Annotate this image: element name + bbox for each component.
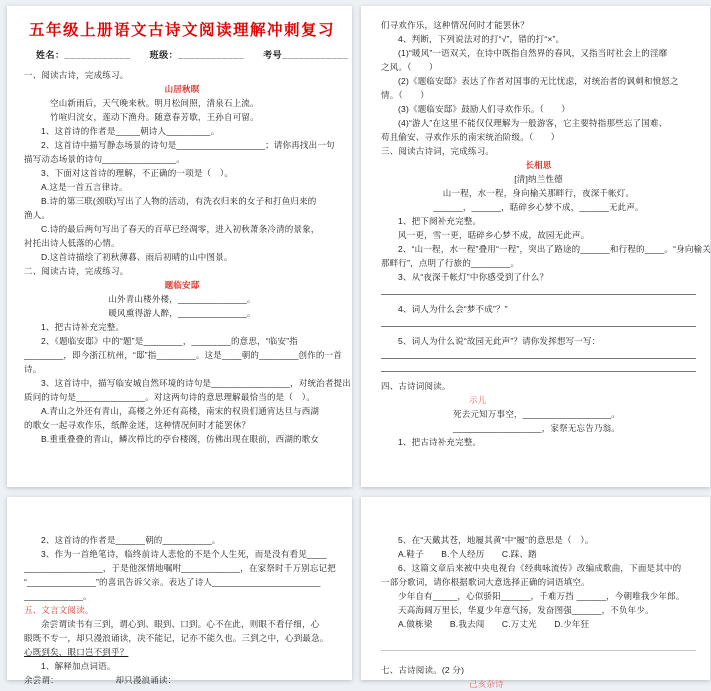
text-line: 渔人。 — [24, 210, 51, 220]
answer-line — [381, 321, 696, 327]
text-line: 3、作为一首绝笔诗，临终前诗人悲怆的不是个人生死，而是没有看见____ — [41, 549, 327, 559]
text-line: 1、把古诗补充完整。 — [41, 322, 125, 332]
text-line: A.这是一首五言律诗。 — [41, 182, 128, 192]
text-line: 2、《题临安邸》中的“题”是________，________的意思，“临安”指 — [41, 336, 298, 346]
text-line: B.诗的第三联(颈联)写出了人物的活动，有洗衣归来的女子和打鱼归来的 — [41, 196, 317, 206]
text-line: 风一更，雪一更，聒碎乡心梦不成，故园无此声。 — [398, 230, 590, 240]
text-line: (3)《题临安邸》鼓励人们寻欢作乐。（ ） — [398, 104, 571, 114]
document-title: 五年级上册语文古诗文阅读理解冲刺复习 — [28, 22, 335, 39]
text-line: 死去元知万事空，__________________。 — [453, 409, 620, 419]
text-line: 山一程，水一程，身向榆关那畔行，夜深千帐灯。 — [442, 188, 635, 198]
text-line: 5、词人为什么说“故园无此声”？请你发挥想写一写： — [398, 336, 601, 346]
text-line: (4)“游人”在这里不能仅仅理解为一般游客，它主要特指那些忘了国难、 — [398, 118, 668, 128]
name-class-examno-row: 姓名：____________ 班级：____________ 考号____________ — [36, 50, 349, 60]
text-line: 空山新雨后，天气晚来秋。明月松间照，清泉石上流。 — [50, 98, 259, 108]
answer-line — [381, 289, 696, 295]
poem-author: [清]纳兰性德 — [514, 174, 563, 184]
poem-title: 长相思 — [525, 160, 552, 170]
worksheet-page-2[interactable] — [361, 6, 710, 487]
text-line: ______，______，聒碎乡心梦不成，______无此声。 — [433, 202, 644, 212]
section-heading: 五、文言文阅读。 — [24, 605, 94, 615]
text-line: 描写动态场景的诗句_______________。 — [24, 154, 185, 164]
text-line: B.重重叠叠的青山，鳞次栉比的亭台楼阁，仿佛出现在眼前，西湖的歌女 — [41, 434, 320, 444]
text-line: 竹喧归浣女，莲动下渔舟。随意春芳歇，王孙自可留。 — [50, 112, 259, 122]
text-line: 们寻欢作乐，这种情况何时才能罢休？ — [381, 20, 529, 30]
text-line: ________________，于是他深情地嘱咐____________，在家祭时千万别忘记把 — [24, 563, 336, 573]
poem-title: 山居秋暝 — [164, 84, 200, 94]
text-line: 1、把下阕补充完整。 — [398, 216, 482, 226]
worksheet-page-4[interactable] — [361, 497, 710, 689]
worksheet-page-1[interactable] — [7, 6, 352, 487]
poem-title: 己亥杂诗 — [469, 679, 504, 689]
text-line: ____________。 — [24, 591, 92, 601]
text-line: 余尝谓读书有三到，谓心到、眼到、口到。心不在此，则眼不看仔细，心 — [41, 619, 320, 629]
text-line: 质问的诗句是______________。对这两句诗的意思理解最恰当的是（ ）。 — [24, 392, 315, 402]
text-line: 少年自有_____，心似骄阳______，千难万挡 ______，今朝唯我少年郎。 — [398, 591, 685, 601]
text-line: 余尝谓： 却只漫浪诵读： — [24, 675, 177, 685]
section-heading: 二、阅读古诗，完成练习。 — [24, 266, 129, 276]
text-line: 诗。 — [24, 364, 42, 374]
section-heading: 三、阅读古诗词，完成练习。 — [381, 146, 495, 156]
text-line: 一部分歌词，请你根据歌词大意选择正确的词语填空。 — [381, 577, 590, 587]
text-line: 天高海阔万里长，华夏少年意气扬，发奋图强______，不负年少。 — [398, 605, 654, 615]
text-line: 心既到矣，眼口岂不到乎？ — [24, 647, 129, 657]
text-line: 那畔行”，点明了行旅的________。 — [381, 258, 520, 268]
text-line: (1)“暖风”一语双关，在诗中既指自然界的春风，又指当时社会上的淫靡 — [398, 48, 668, 58]
text-line: 苟且偷安、寻欢作乐的南宋统治阶级。（ ） — [381, 132, 560, 142]
text-line: 衬托出诗人低落的心情。 — [24, 238, 120, 248]
text-line: 5、在“天戴其苍，地履其黄”中“履”的意思是（ ）。 — [398, 535, 594, 545]
text-line: (2)《题临安邸》表达了作者对国事的无比忧虑，对统治者的讽刺和愤怒之 — [398, 76, 679, 86]
text-line: 6、这篇文章后来被中央电视台《经典咏流传》改编成歌曲，下面是其中的 — [398, 563, 682, 573]
text-line: __________________，家祭无忘告乃翁。 — [453, 423, 620, 433]
text-line: 3、下面对这首诗的理解，不正确的一项是（ ）。 — [41, 168, 234, 178]
section-heading: 一、阅读古诗，完成练习。 — [24, 70, 129, 80]
text-line: 的歌女一起寻欢作乐，纸醉金迷，这种情况何时才能罢休？ — [24, 420, 251, 430]
text-line: 情。（ ） — [381, 90, 429, 100]
text-line: C.诗的最后两句写出了春天的百草已经凋零，进入初秋萧条冷清的景象， — [41, 224, 320, 234]
text-line: 暖风熏得游人醉，______________。 — [108, 308, 256, 318]
text-line: 3、这首诗中，描写临安城自然环境的诗句是________________，对统治者提出 — [41, 378, 351, 388]
text-line: 3、从“夜深千帐灯”中你感受到了什么？ — [398, 272, 549, 282]
text-line: ________，即今浙江杭州，“邸”指________。这是____朝的________创作的一首 — [24, 350, 343, 360]
text-line: 2、这首诗的作者是______朝的__________。 — [41, 535, 221, 545]
text-line: 1、解释加点词语。 — [41, 661, 116, 671]
poem-title: 题临安邸 — [164, 280, 200, 290]
answer-line — [381, 353, 696, 359]
text-line: A.鞋子 B.个人经历 C.踩、踏 — [398, 549, 537, 559]
text-line: 山外青山楼外楼，______________。 — [108, 294, 256, 304]
text-line: A.青山之外还有青山，高楼之外还有高楼，南宋的权贵们通宵达旦与西湖 — [41, 406, 320, 416]
worksheet-page-3[interactable] — [7, 497, 352, 685]
text-line: D.这首诗描绘了初秋薄暮、雨后初晴的山中图景。 — [41, 252, 233, 262]
section-heading: 七、古诗阅读。(2 分) — [381, 665, 465, 675]
answer-line — [381, 366, 696, 372]
section-heading: 四、古诗词阅读。 — [381, 381, 451, 391]
text-line: 1、把古诗补充完整。 — [398, 437, 482, 447]
text-line: 4、判断，下列说法对的打“√”，错的打“×”。 — [398, 34, 565, 44]
text-line: 1、这首诗的作者是_____朝诗人_________。 — [41, 126, 220, 136]
text-line: 眼既不专一，却只漫浪诵读，决不能记，记亦不能久也。三到之中，心到最急。 — [24, 633, 329, 643]
poem-title: 示儿 — [469, 395, 487, 405]
text-line: 之风。（ ） — [381, 62, 438, 72]
text-line: 2、“山一程，水一程”叠用“一程”，突出了路途的______和行程的____。“身向榆关 — [398, 244, 711, 254]
text-line: “______________”的喜讯告诉父亲。表达了诗人______________________ — [24, 577, 321, 587]
text-line: A.做栋梁 B.我去闯 C.万丈光 D.少年狂 — [398, 619, 590, 629]
text-line: 4、词人为什么会“梦不成”？” — [398, 304, 508, 314]
divider-line — [381, 645, 696, 651]
text-line: 2、这首诗中描写静态场景的诗句是__________________；请你再找出一句 — [41, 140, 335, 150]
